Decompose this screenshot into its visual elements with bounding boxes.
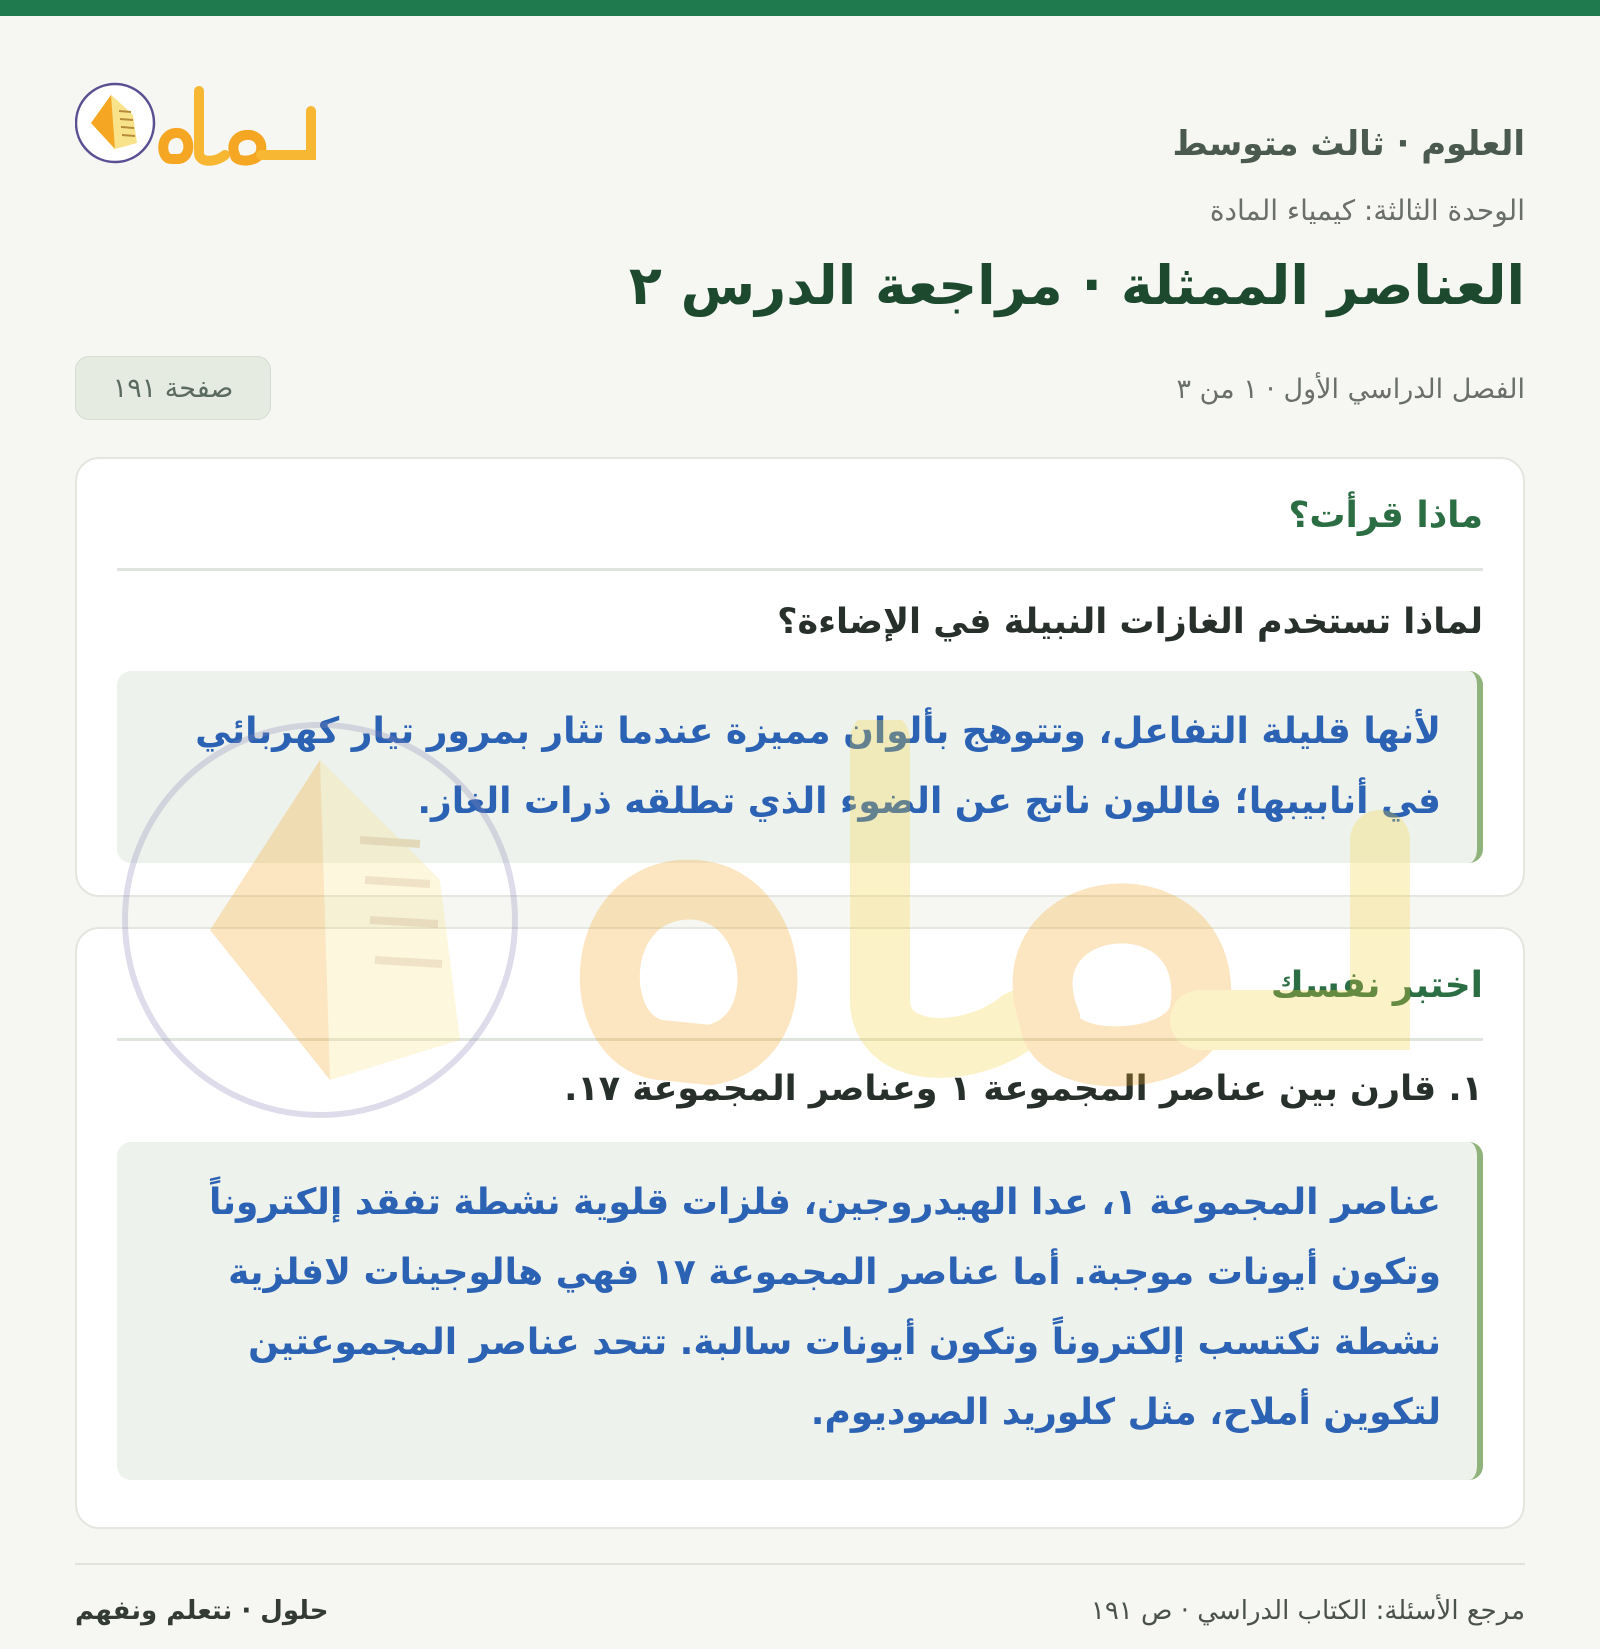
section-card-what-did-you-read: [75, 457, 1525, 897]
lesson-title: العناصر الممثلة · مراجعة الدرس ٢: [628, 254, 1525, 317]
book-logo-icon: [75, 71, 335, 181]
footer-divider: [75, 1563, 1525, 1565]
unit-label: الوحدة الثالثة: كيمياء المادة: [1209, 194, 1525, 227]
subject-title: العلوم · ثالث متوسط: [1172, 124, 1525, 164]
section-divider: [117, 1038, 1483, 1041]
section-divider: [117, 568, 1483, 571]
section-heading: ماذا قرأت؟: [1288, 495, 1483, 536]
section-heading: اختبر نفسك: [1270, 965, 1483, 1006]
question-text: ١. قارن بين عناصر المجموعة ١ وعناصر المجموعة ١٧.: [564, 1069, 1483, 1109]
section-card-test-yourself: [75, 927, 1525, 1529]
top-accent-bar: [0, 0, 1600, 16]
semester-label: الفصل الدراسي الأول · ١ من ٣: [1176, 374, 1525, 405]
page: [75, 16, 1525, 1649]
footer-reference: مرجع الأسئلة: الكتاب الدراسي · ص ١٩١: [1090, 1596, 1525, 1626]
answer-box: عناصر المجموعة ١، عدا الهيدروجين، فلزات قلوية نشطة تفقد إلكتروناً وتكون أيونات موجبة. أما عناصر المجموعة ١٧ فهي هالوجينات لافلزية نشطة تكتسب إلكتروناً وتكون أيونات سالبة. تتحد عناصر المجموعتين لتكوين أملاح، مثل كلوريد الصوديوم.: [117, 1142, 1483, 1480]
meta-row: [75, 356, 1525, 422]
footer-brand: حلول · نتعلم ونفهم: [75, 1596, 329, 1626]
answer-box: لأنها قليلة التفاعل، وتتوهج بألوان مميزة عندما تثار بمرور تيار كهربائي في أنابيبها؛ فاللون ناتج عن الضوء الذي تطلقه ذرات الغاز.: [117, 671, 1483, 863]
question-text: لماذا تستخدم الغازات النبيلة في الإضاءة؟: [777, 602, 1483, 642]
page-number-badge: صفحة ١٩١: [75, 356, 271, 420]
